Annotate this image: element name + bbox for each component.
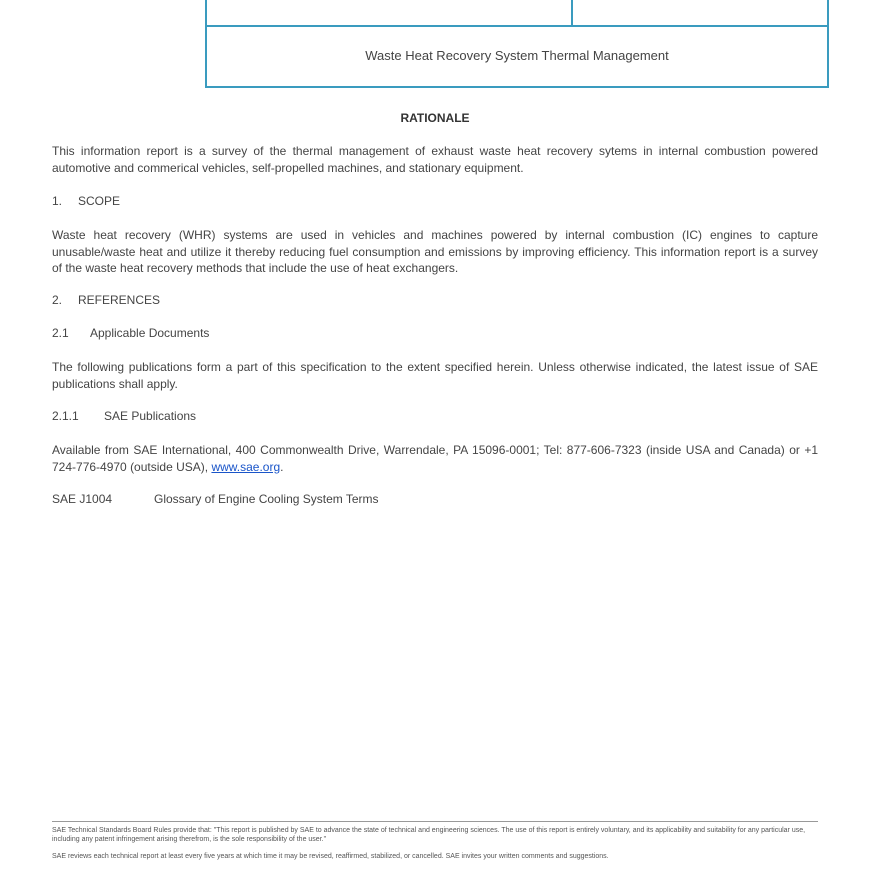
references-heading	[52, 293, 160, 307]
reference-entry	[52, 492, 379, 506]
reference-code: SAE J1004	[52, 492, 113, 506]
sae-publications-text	[52, 442, 818, 475]
sae-publications-title: SAE Publications	[104, 409, 197, 423]
header-divider	[571, 0, 573, 25]
header-top-row	[207, 0, 827, 27]
applicable-documents-number: 2.1	[52, 326, 69, 340]
scope-heading	[52, 194, 120, 208]
document-header-box	[205, 0, 829, 88]
document-title: Waste Heat Recovery System Thermal Management	[365, 48, 669, 63]
rationale-text: This information report is a survey of the thermal management of exhaust waste heat recovery sytems in internal combustion powered automotive and commerical vehicles, self-propelled machines, and stationary equipment.	[52, 144, 818, 175]
references-title: REFERENCES	[78, 293, 161, 307]
link-suffix: .	[280, 459, 284, 474]
sae-publications-number: 2.1.1	[52, 409, 79, 423]
reference-title: Glossary of Engine Cooling System Terms	[154, 492, 379, 506]
scope-number: 1.	[52, 194, 63, 208]
sae-publications-heading	[52, 409, 196, 423]
references-number: 2.	[52, 293, 63, 307]
footer-review-note: SAE reviews each technical report at least every five years at which time it may be revised, reaffirmed, stabilized, or cancelled. SAE invites your written comments and suggestions.	[52, 853, 609, 860]
footer-divider	[52, 821, 818, 822]
sae-address-text: Available from SAE International, 400 Commonwealth Drive, Warrendale, PA 15096-0001; Tel: 877-606-7323 (inside USA and Canada) or +1 724-776-4970 (outside USA),	[52, 443, 818, 474]
applicable-documents-heading	[52, 326, 209, 340]
scope-text: Waste heat recovery (WHR) systems are used in vehicles and machines powered by internal combustion (IC) engines to capture unusable/waste heat and utilize it thereby reducing fuel consumption and emissions by improving efficiency. This information report is a survey of the waste heat recovery methods that include the use of heat exchangers.	[52, 228, 818, 275]
footer-disclaimer: SAE Technical Standards Board Rules provide that: "This report is published by SAE to advance the state of technical and engineering sciences. The use of this report is entirely voluntary, and its applicability and suitability for any particular use, including any patent infringement arising therefrom, is the sole responsibility of the user."	[52, 827, 806, 843]
applicable-documents-text: The following publications form a part of this specification to the extent specified herein. Unless otherwise indicated, the latest issue of SAE publications shall apply.	[52, 360, 818, 391]
scope-title: SCOPE	[78, 194, 121, 208]
applicable-documents-title: Applicable Documents	[90, 326, 210, 340]
sae-website-link[interactable]: www.sae.org	[211, 459, 281, 474]
rationale-heading: RATIONALE	[400, 111, 470, 125]
